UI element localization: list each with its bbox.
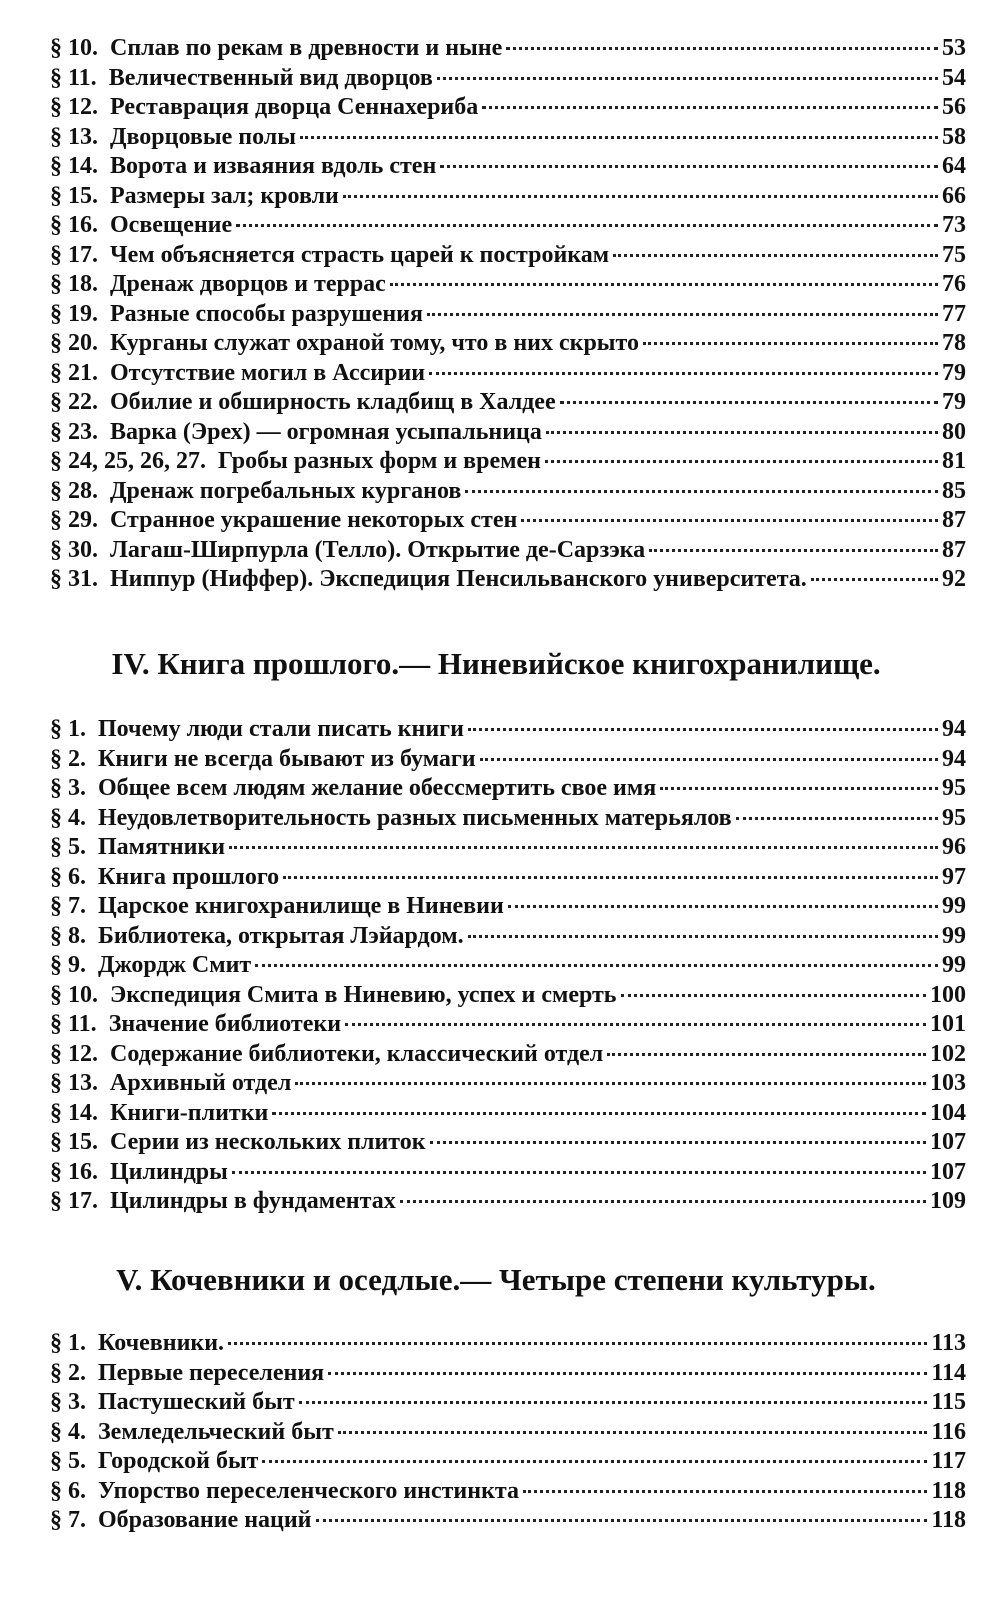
toc-entry-number: § 17.	[50, 1188, 98, 1214]
toc-entry-title: Почему люди стали писать книги	[98, 716, 464, 742]
dot-leader	[465, 490, 938, 493]
section-heading-5: V. Кочевники и оседлые.— Четыре степени культуры.	[116, 1262, 876, 1297]
toc-entry-number: § 10.	[50, 981, 98, 1008]
dot-leader	[316, 1519, 928, 1522]
toc-entry-page: 92	[942, 566, 966, 592]
toc-entry-title: Городской быт	[98, 1448, 259, 1474]
toc-entry	[50, 804, 966, 834]
toc-entry-title: Разные способы разрушения	[110, 300, 423, 327]
toc-entry-page: 101	[930, 1011, 966, 1037]
toc-entry-page: 85	[942, 477, 966, 504]
dot-leader	[506, 47, 938, 50]
toc-entry	[50, 123, 966, 153]
toc-entry-title: Дренаж дворцов и террас	[110, 271, 386, 297]
toc-entry-page: 73	[942, 212, 966, 238]
toc-entry-page: 102	[930, 1040, 966, 1067]
toc-entry-number: § 14.	[50, 153, 98, 179]
toc-entry-page: 76	[942, 271, 966, 297]
toc-entry-number: § 20.	[50, 330, 98, 356]
toc-entry	[50, 1128, 966, 1158]
toc-entry-title: Размеры зал; кровли	[110, 182, 339, 209]
toc-entry-page: 94	[942, 745, 966, 772]
toc-entry-page: 116	[931, 1418, 966, 1445]
dot-leader	[272, 1112, 926, 1115]
toc-entry	[50, 211, 966, 241]
dot-leader	[811, 578, 938, 581]
toc-entry	[50, 774, 966, 804]
toc-entry-page: 95	[942, 804, 966, 831]
toc-entry-title: Варка (Эрех) — огромная усыпальница	[110, 418, 542, 445]
toc-entry	[50, 359, 966, 389]
toc-entry-title: Пастушеский быт	[98, 1389, 295, 1415]
toc-entry-number: § 7.	[50, 893, 86, 919]
section-heading-4: IV. Книга прошлого.— Ниневийское книгохранилище.	[111, 646, 881, 681]
toc-entry-title: Курганы служат охраной тому, что в них скрыто	[110, 330, 640, 356]
toc-entry-page: 56	[942, 94, 966, 120]
toc-entry	[50, 1069, 966, 1099]
toc-entry-title: Джордж Смит	[98, 952, 252, 978]
toc-entry	[50, 922, 966, 952]
toc-entry-number: § 14.	[50, 1099, 98, 1126]
dot-leader	[643, 342, 938, 345]
toc-entry	[50, 745, 966, 775]
toc-entry	[50, 64, 966, 94]
toc-entry	[50, 715, 966, 745]
toc-entry	[50, 152, 966, 182]
toc-entry-number: § 16.	[50, 1158, 98, 1185]
toc-entry	[50, 536, 966, 566]
toc-entry-number: § 11.	[50, 1011, 97, 1037]
toc-entry-page: 53	[942, 35, 966, 61]
toc-entry-number: § 1.	[50, 1330, 86, 1356]
toc-entry-title: Дренаж погребальных курганов	[110, 477, 462, 504]
toc-entry-number: § 30.	[50, 536, 98, 563]
toc-entry-number: § 10.	[50, 35, 98, 61]
toc-entry-page: 96	[942, 834, 966, 860]
dot-leader	[468, 728, 938, 731]
dot-leader	[299, 1401, 928, 1404]
dot-leader	[545, 460, 938, 463]
toc-entry	[50, 329, 966, 359]
toc-entry-page: 109	[930, 1188, 966, 1214]
toc-entry	[50, 506, 966, 536]
dot-leader	[338, 1431, 928, 1434]
toc-entry	[50, 1388, 966, 1418]
toc-entry-title: Содержание библиотеки, классический отдел	[110, 1040, 604, 1067]
toc-entry	[50, 892, 966, 922]
toc-entry-page: 107	[930, 1129, 966, 1155]
toc-entry-title: Архивный отдел	[110, 1070, 292, 1096]
toc-entry-page: 66	[942, 182, 966, 209]
toc-entry-title: Образование наций	[98, 1507, 312, 1533]
toc-entry-number: § 9.	[50, 952, 86, 978]
toc-entry-page: 95	[942, 775, 966, 801]
toc-entry-title: Ниппур (Ниффер). Экспедиция Пенсильванского университета.	[110, 566, 807, 592]
dot-leader	[468, 935, 938, 938]
toc-entry	[50, 1447, 966, 1477]
dot-leader	[300, 136, 938, 139]
toc-entry	[50, 863, 966, 893]
dot-leader	[480, 758, 938, 761]
toc-entry-page: 79	[942, 389, 966, 415]
toc-entry-page: 64	[942, 153, 966, 179]
toc-entry-title: Неудовлетворительность разных письменных матерьялов	[98, 804, 732, 831]
dot-leader	[236, 224, 938, 227]
dot-leader	[262, 1460, 927, 1463]
toc-entry-page: 103	[930, 1070, 966, 1096]
dot-leader	[390, 283, 938, 286]
toc-entry-title: Общее всем людям желание обессмертить свое имя	[98, 775, 657, 801]
toc-entry-number: § 13.	[50, 123, 98, 150]
toc-entry	[50, 418, 966, 448]
dot-leader	[430, 1141, 926, 1144]
toc-entry	[50, 182, 966, 212]
toc-entry	[50, 833, 966, 863]
toc-entry	[50, 951, 966, 981]
toc-entry-page: 99	[942, 922, 966, 949]
toc-entry-title: Земледельческий быт	[98, 1418, 334, 1445]
toc-entry-title: Величественный вид дворцов	[108, 64, 433, 91]
toc-entry-number: § 12.	[50, 94, 98, 120]
toc-entry-page: 87	[942, 536, 966, 563]
toc-entry-title: Книга прошлого	[98, 863, 280, 890]
toc-entry-number: § 28.	[50, 477, 98, 504]
toc-entry-title: Книги-плитки	[110, 1099, 269, 1126]
toc-entry	[50, 981, 966, 1011]
toc-entry-number: § 7.	[50, 1507, 86, 1533]
toc-entry	[50, 93, 966, 123]
toc-entry-title: Значение библиотеки	[108, 1011, 342, 1037]
toc-entry-page: 81	[942, 448, 966, 474]
dot-leader	[546, 431, 938, 434]
toc-entry-title: Библиотека, открытая Лэйардом.	[98, 922, 464, 949]
toc-entry-page: 77	[942, 300, 966, 327]
toc-entry-number: § 18.	[50, 271, 98, 297]
dot-leader	[621, 994, 927, 997]
toc-entry-number: § 8.	[50, 922, 86, 949]
toc-entry	[50, 241, 966, 271]
toc-entry-title: Отсутствие могил в Ассирии	[110, 359, 426, 386]
toc-entry-page: 114	[931, 1359, 966, 1386]
dot-leader	[228, 1342, 927, 1345]
toc-entry-page: 99	[942, 893, 966, 919]
toc-list-section-3	[50, 34, 966, 595]
toc-entry	[50, 1010, 966, 1040]
toc-entry-title: Чем объясняется страсть царей к постройкам	[110, 241, 610, 268]
toc-entry-number: § 4.	[50, 1418, 86, 1445]
toc-entry-number: § 11.	[50, 64, 97, 91]
toc-entry-page: 94	[942, 716, 966, 742]
toc-entry-number: § 15.	[50, 182, 98, 209]
dot-leader	[660, 787, 938, 790]
toc-entry-page: 107	[930, 1158, 966, 1185]
toc-entry-number: § 5.	[50, 1448, 86, 1474]
toc-entry-number: § 31.	[50, 566, 98, 592]
toc-entry-number: § 17.	[50, 241, 98, 268]
toc-entry	[50, 477, 966, 507]
toc-entry-title: Реставрация дворца Сеннахериба	[110, 94, 479, 120]
toc-entry	[50, 300, 966, 330]
toc-entry	[50, 447, 966, 477]
toc-entry-number: § 19.	[50, 300, 98, 327]
dot-leader	[560, 401, 938, 404]
toc-entry-number: § 29.	[50, 507, 98, 533]
toc-entry-number: § 3.	[50, 1389, 86, 1415]
dot-leader	[508, 905, 938, 908]
toc-entry-number: § 6.	[50, 863, 86, 890]
dot-leader	[613, 254, 938, 257]
toc-entry-title: Лагаш-Ширпурла (Телло). Открытие де-Сарзэка	[110, 536, 646, 563]
dot-leader	[521, 519, 938, 522]
toc-entry-title: Упорство переселенческого инстинкта	[98, 1477, 519, 1504]
toc-entry-page: 78	[942, 330, 966, 356]
toc-entry-title: Экспедиция Смита в Ниневию, успех и смерть	[110, 981, 617, 1008]
dot-leader	[295, 1082, 926, 1085]
toc-entry-number: § 2.	[50, 745, 86, 772]
toc-entry	[50, 34, 966, 64]
toc-entry-title: Освещение	[110, 212, 233, 238]
toc-entry-page: 79	[942, 359, 966, 386]
toc-entry-number: § 3.	[50, 775, 86, 801]
toc-entry	[50, 1099, 966, 1129]
toc-list-section-4	[50, 715, 966, 1217]
toc-entry-page: 54	[942, 64, 966, 91]
dot-leader	[283, 876, 938, 879]
dot-leader	[429, 372, 938, 375]
toc-entry-number: § 12.	[50, 1040, 98, 1067]
toc-entry-number: § 21.	[50, 359, 98, 386]
toc-entry-title: Сплав по рекам в древности и ныне	[110, 35, 503, 61]
toc-entry-page: 118	[931, 1507, 966, 1533]
toc-entry	[50, 565, 966, 595]
dot-leader	[523, 1490, 927, 1493]
toc-entry-page: 58	[942, 123, 966, 150]
toc-list-section-5	[50, 1329, 966, 1536]
toc-entry	[50, 1158, 966, 1188]
toc-entry	[50, 1418, 966, 1448]
toc-entry-title: Памятники	[98, 834, 226, 860]
dot-leader	[427, 313, 938, 316]
dot-leader	[400, 1200, 926, 1203]
toc-entry-page: 118	[931, 1477, 966, 1504]
toc-entry-title: Цилиндры	[110, 1158, 228, 1185]
toc-entry-page: 75	[942, 241, 966, 268]
toc-entry-page: 104	[930, 1099, 966, 1126]
toc-entry-title: Странное украшение некоторых стен	[110, 507, 518, 533]
toc-entry-number: § 16.	[50, 212, 98, 238]
toc-entry-number: § 15.	[50, 1129, 98, 1155]
dot-leader	[328, 1372, 927, 1375]
dot-leader	[736, 817, 938, 820]
dot-leader	[255, 964, 938, 967]
dot-leader	[232, 1171, 926, 1174]
toc-entry-page: 113	[931, 1330, 966, 1356]
toc-entry-title: Серии из нескольких плиток	[110, 1129, 426, 1155]
dot-leader	[343, 195, 938, 198]
toc-entry-page: 99	[942, 952, 966, 978]
toc-entry-number: § 22.	[50, 389, 98, 415]
dot-leader	[649, 549, 938, 552]
toc-entry-page: 100	[930, 981, 966, 1008]
toc-entry-title: Царское книгохранилище в Ниневии	[98, 893, 504, 919]
toc-entry-page: 87	[942, 507, 966, 533]
toc-entry	[50, 1359, 966, 1389]
toc-entry	[50, 270, 966, 300]
toc-entry-page: 97	[942, 863, 966, 890]
toc-entry	[50, 388, 966, 418]
toc-entry	[50, 1477, 966, 1507]
dot-leader	[345, 1023, 926, 1026]
toc-entry-title: Дворцовые полы	[110, 123, 296, 150]
toc-entry-page: 115	[931, 1389, 966, 1415]
toc-entry-number: § 4.	[50, 804, 86, 831]
dot-leader	[607, 1053, 926, 1056]
toc-entry	[50, 1329, 966, 1359]
dot-leader	[229, 846, 938, 849]
toc-entry	[50, 1506, 966, 1536]
toc-entry	[50, 1187, 966, 1217]
dot-leader	[440, 165, 938, 168]
toc-entry-number: § 24, 25, 26, 27.	[50, 448, 206, 474]
toc-entry-title: Первые переселения	[98, 1359, 325, 1386]
toc-entry	[50, 1040, 966, 1070]
toc-entry-number: § 23.	[50, 418, 98, 445]
toc-entry-number: § 1.	[50, 716, 86, 742]
toc-entry-page: 117	[931, 1448, 966, 1474]
toc-entry-number: § 2.	[50, 1359, 86, 1386]
toc-entry-title: Книги не всегда бывают из бумаги	[98, 745, 476, 772]
dot-leader	[482, 106, 938, 109]
dot-leader	[437, 77, 938, 80]
toc-entry-title: Ворота и изваяния вдоль стен	[110, 153, 437, 179]
toc-entry-title: Гробы разных форм и времен	[218, 448, 541, 474]
toc-entry-number: § 5.	[50, 834, 86, 860]
toc-entry-number: § 13.	[50, 1070, 98, 1096]
toc-entry-page: 80	[942, 418, 966, 445]
toc-entry-number: § 6.	[50, 1477, 86, 1504]
toc-entry-title: Цилиндры в фундаментах	[110, 1188, 396, 1214]
toc-entry-title: Обилие и обширность кладбищ в Халдее	[110, 389, 556, 415]
toc-entry-title: Кочевники.	[98, 1330, 225, 1356]
